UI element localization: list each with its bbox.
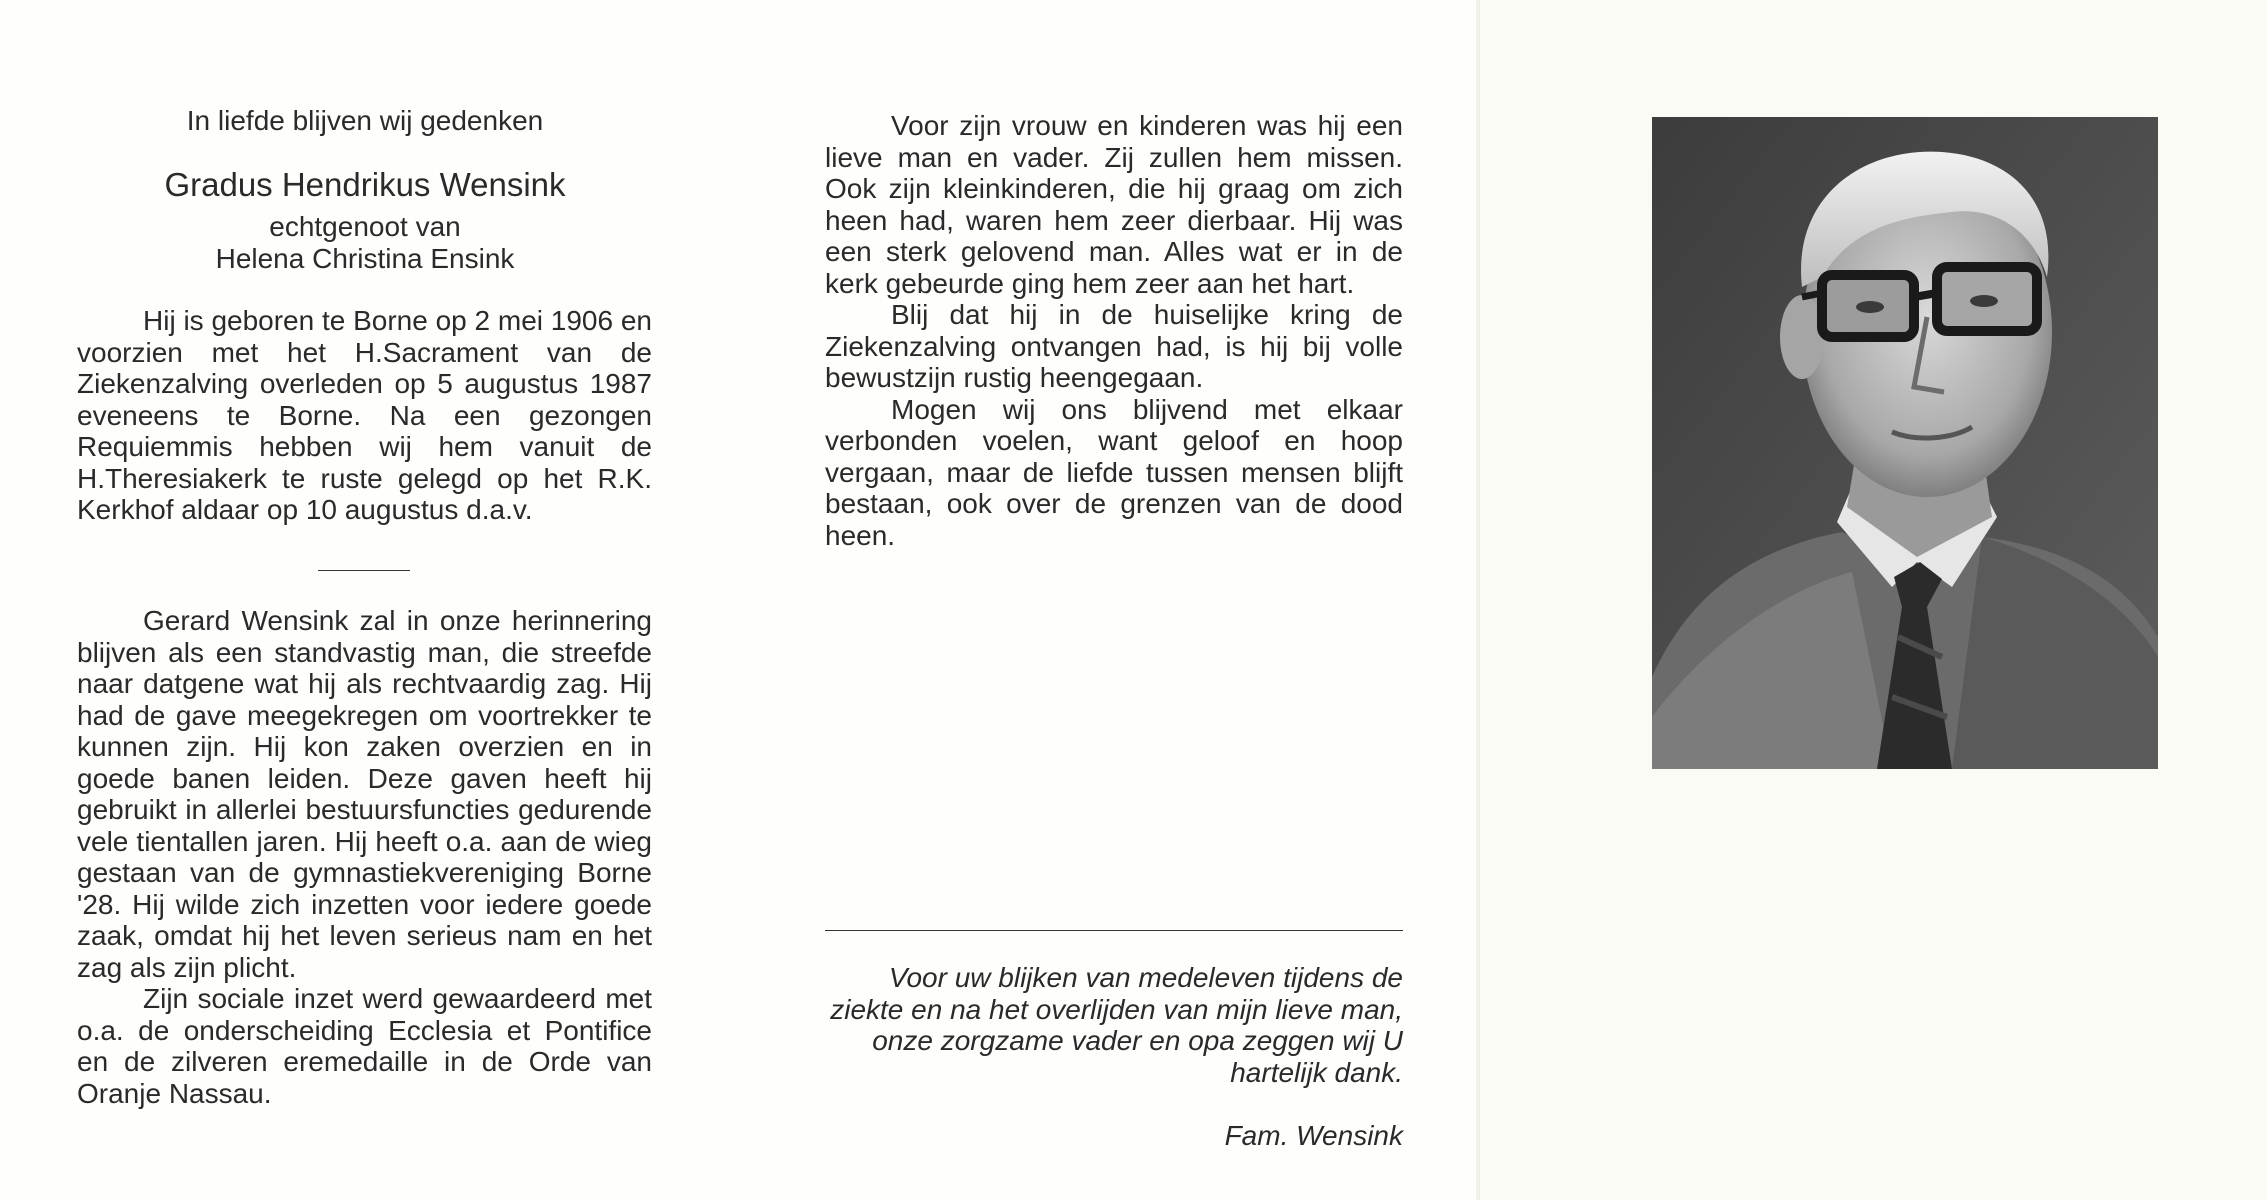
anointing-paragraph: Blij dat hij in de huiselijke kring de Ziekenzalving ontvangen had, is hij bij volle bewustzijn rustig heengegaan. [825, 299, 1403, 393]
long-divider [825, 930, 1403, 931]
faith-paragraph: Mogen wij ons blijvend met elkaar verbonden voelen, want geloof en hoop vergaan, maar de liefde tussen mensen blijft bestaan, ook over de grenzen van de dood heen. [825, 393, 1403, 551]
biography-paragraph: Hij is geboren te Borne op 2 mei 1906 en voorzien met het H.Sacrament van de Ziekenzalving overleden op 5 augustus 1987 eveneens te Borne. Na een gezongen Requiemmis hebben wij hem vanuit de H.Theresiakerk te ruste gelegd op het R.K. Kerkhof aldaar op 10 augustus d.a.v. [77, 305, 652, 525]
remembrance-block [77, 605, 652, 1109]
honours-paragraph: Zijn sociale inzet werd gewaardeerd met o.a. de onderscheiding Ecclesia et Pontifice en de zilveren eremedaille in de Orde van Oranje Nassau. [77, 983, 652, 1109]
card-fold [1476, 0, 1479, 1200]
short-divider [318, 570, 410, 571]
thanks-note: Voor uw blijken van medeleven tijdens de ziekte en na het overlijden van mijn lieve man, onze zorgzame vader en opa zeggen wij U hartelijk dank. [830, 962, 1403, 1088]
family-signature: Fam. Wensink [1224, 1120, 1403, 1151]
intro-line: In liefde blijven wij gedenken [186, 105, 544, 136]
relation-line: echtgenoot van [269, 211, 461, 242]
remembrance-paragraph: Gerard Wensink zal in onze herinnering blijven als een standvastig man, die streefde naar datgene wat hij als rechtvaardig zag. Hij had de gave meegekregen om voortrekker te kunnen zijn. Hij kon zaken overzien en in goede banen leiden. Deze gaven heeft hij gebruikt in allerlei bestuursfuncties gedurende vele tientallen jaren. Hij heeft o.a. aan de wieg gestaan van de gymnastiekvereniging Borne '28. Hij wilde zich inzetten voor iedere goede zaak, omdat hij het leven serieus nam en het zag als zijn plicht. [77, 605, 652, 983]
family-paragraph: Voor zijn vrouw en kinderen was hij een lieve man en vader. Zij zullen hem missen. Ook zijn kleinkinderen, die hij graag om zich heen had, waren hem zeer dierbaar. Hij was een sterk gelovend man. Alles wat er in de kerk gebeurde ging hem zeer aan het hart. [825, 110, 1403, 299]
deceased-name: Gradus Hendrikus Wensink [164, 166, 566, 203]
family-block [825, 110, 1403, 551]
portrait-photo-icon [1652, 117, 2158, 769]
spouse-name: Helena Christina Ensink [215, 243, 515, 274]
